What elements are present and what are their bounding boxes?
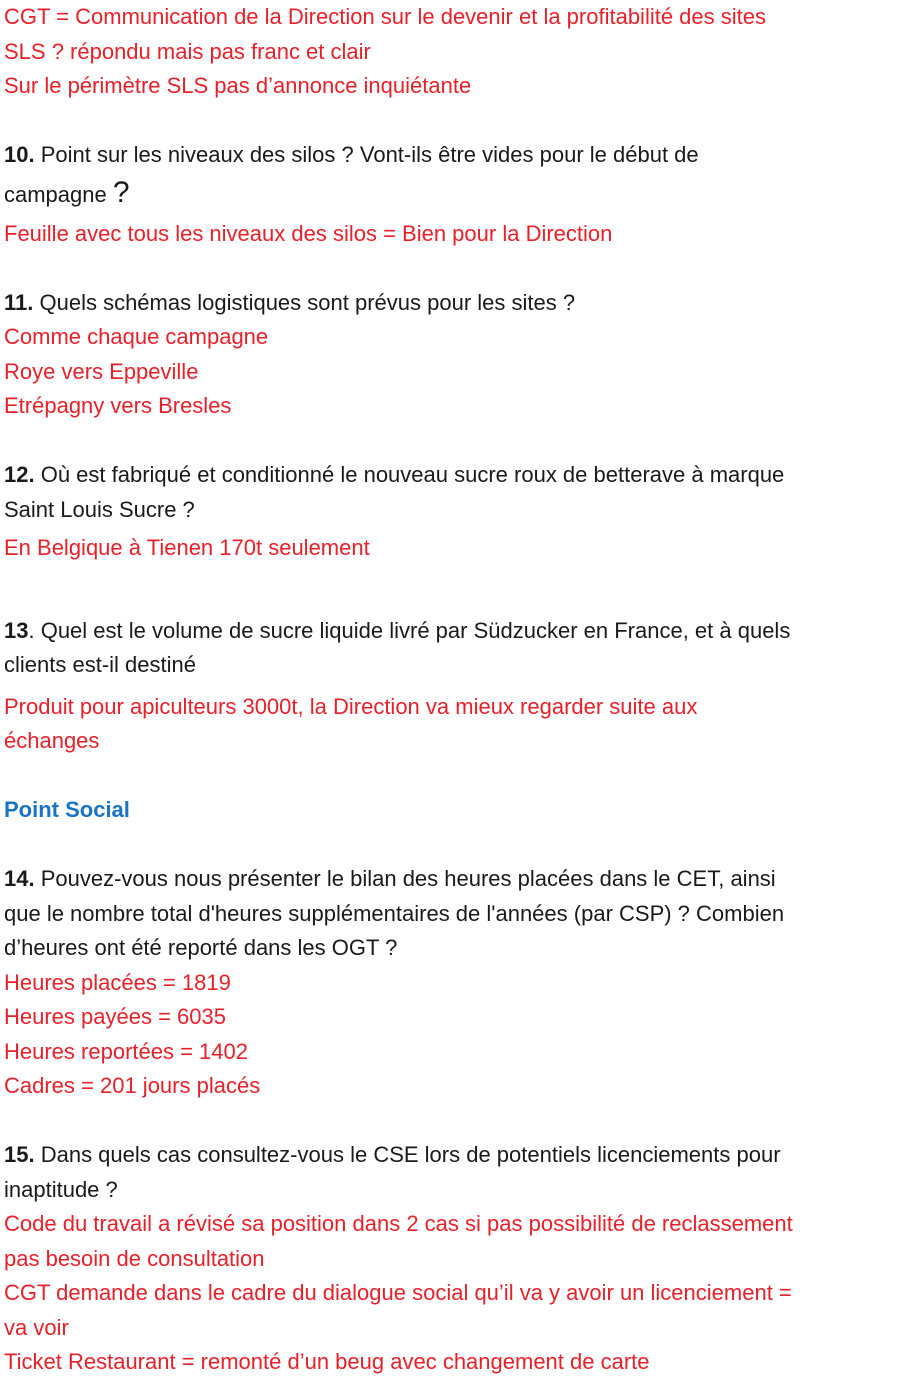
document-page bbox=[4, 0, 916, 1380]
spacer bbox=[4, 424, 916, 459]
question-line: Dans quels cas consultez-vous le CSE lors de potentiels licenciements pour bbox=[34, 1142, 781, 1167]
question-number: 10. bbox=[4, 142, 35, 167]
question-text: inaptitude ? bbox=[4, 1176, 118, 1202]
answer-line: SLS ? répondu mais pas franc et clair bbox=[4, 38, 371, 64]
spacer bbox=[4, 683, 916, 690]
spacer bbox=[4, 1104, 916, 1139]
question-12 bbox=[4, 458, 916, 565]
answer-line: échanges bbox=[4, 728, 100, 753]
question-line: Point sur les niveaux des silos ? Vont-ils être vides pour le début de bbox=[34, 142, 699, 167]
question-text: que le nombre total d'heures supplémentaires de l'années (par CSP) ? Combien bbox=[4, 900, 785, 926]
answer-line: pas besoin de consultation bbox=[4, 1245, 265, 1271]
question-text: Saint Louis Sucre ? bbox=[4, 496, 195, 522]
question-line: Où est fabriqué et conditionné le nouveau sucre roux de betterave à marque bbox=[34, 462, 785, 487]
question-line: Quels schémas logistiques sont prévus pour les sites ? bbox=[33, 289, 576, 315]
answer-line: Heures placées = 1819 bbox=[4, 969, 231, 995]
question-text: d’heures ont été reporté dans les OGT ? bbox=[4, 935, 398, 960]
question-number: 13 bbox=[4, 617, 29, 643]
question-11 bbox=[4, 286, 916, 424]
answer-line: Code du travail a révisé sa position dans 2 cas si pas possibilité de reclassement bbox=[4, 1211, 793, 1236]
question-text: clients est-il destiné bbox=[4, 652, 196, 677]
answer-line: Comme chaque campagne bbox=[4, 324, 269, 349]
question-text bbox=[4, 862, 916, 897]
spacer bbox=[4, 104, 916, 139]
answer-line: Sur le périmètre SLS pas d’annonce inquiétante bbox=[4, 73, 472, 98]
spacer bbox=[4, 828, 916, 863]
answer-line: CGT = Communication de la Direction sur le devenir et la profitabilité des sites bbox=[4, 4, 766, 29]
question-line: . Quel est le volume de sucre liquide livré par Südzucker en France, et à quels bbox=[28, 617, 791, 643]
answer-line: Produit pour apiculteurs 3000t, la Direction va mieux regarder suite aux bbox=[4, 693, 698, 719]
spacer bbox=[4, 759, 916, 794]
question-number: 12. bbox=[4, 462, 35, 487]
question-14 bbox=[4, 862, 916, 1104]
intro-block bbox=[4, 0, 916, 104]
question-text bbox=[4, 458, 916, 493]
question-13 bbox=[4, 614, 916, 759]
question-line: campagne bbox=[4, 181, 113, 207]
section-heading: Point Social bbox=[4, 797, 130, 822]
question-text bbox=[4, 173, 916, 217]
question-number: 15. bbox=[4, 1142, 35, 1167]
question-text bbox=[4, 614, 916, 649]
question-line: Pouvez-vous nous présenter le bilan des heures placées dans le CET, ainsi bbox=[34, 866, 776, 891]
answer-line: Etrépagny vers Bresles bbox=[4, 393, 232, 418]
spacer bbox=[4, 565, 916, 600]
answer-line: Heures reportées = 1402 bbox=[4, 1038, 248, 1064]
question-15 bbox=[4, 1138, 916, 1380]
question-mark: ? bbox=[112, 175, 130, 209]
question-text bbox=[4, 138, 916, 173]
question-text bbox=[4, 1138, 916, 1173]
spacer bbox=[4, 251, 916, 286]
answer-line: CGT demande dans le cadre du dialogue social qu’il va y avoir un licenciement = bbox=[4, 1280, 792, 1305]
answer-line: Feuille avec tous les niveaux des silos = Bien pour la Direction bbox=[4, 220, 613, 246]
answer-line: Roye vers Eppeville bbox=[4, 358, 199, 384]
answer-line: va voir bbox=[4, 1314, 69, 1340]
answer-line: Cadres = 201 jours placés bbox=[4, 1073, 261, 1098]
answer-line: En Belgique à Tienen 170t seulement bbox=[4, 534, 370, 560]
question-number: 11. bbox=[4, 289, 34, 315]
question-number: 14. bbox=[4, 866, 35, 891]
question-10 bbox=[4, 138, 916, 251]
answer-line: Heures payées = 6035 bbox=[4, 1004, 226, 1029]
answer-line: Ticket Restaurant = remonté d’un beug avec changement de carte bbox=[4, 1349, 650, 1374]
spacer bbox=[4, 600, 916, 614]
question-text bbox=[4, 286, 916, 321]
